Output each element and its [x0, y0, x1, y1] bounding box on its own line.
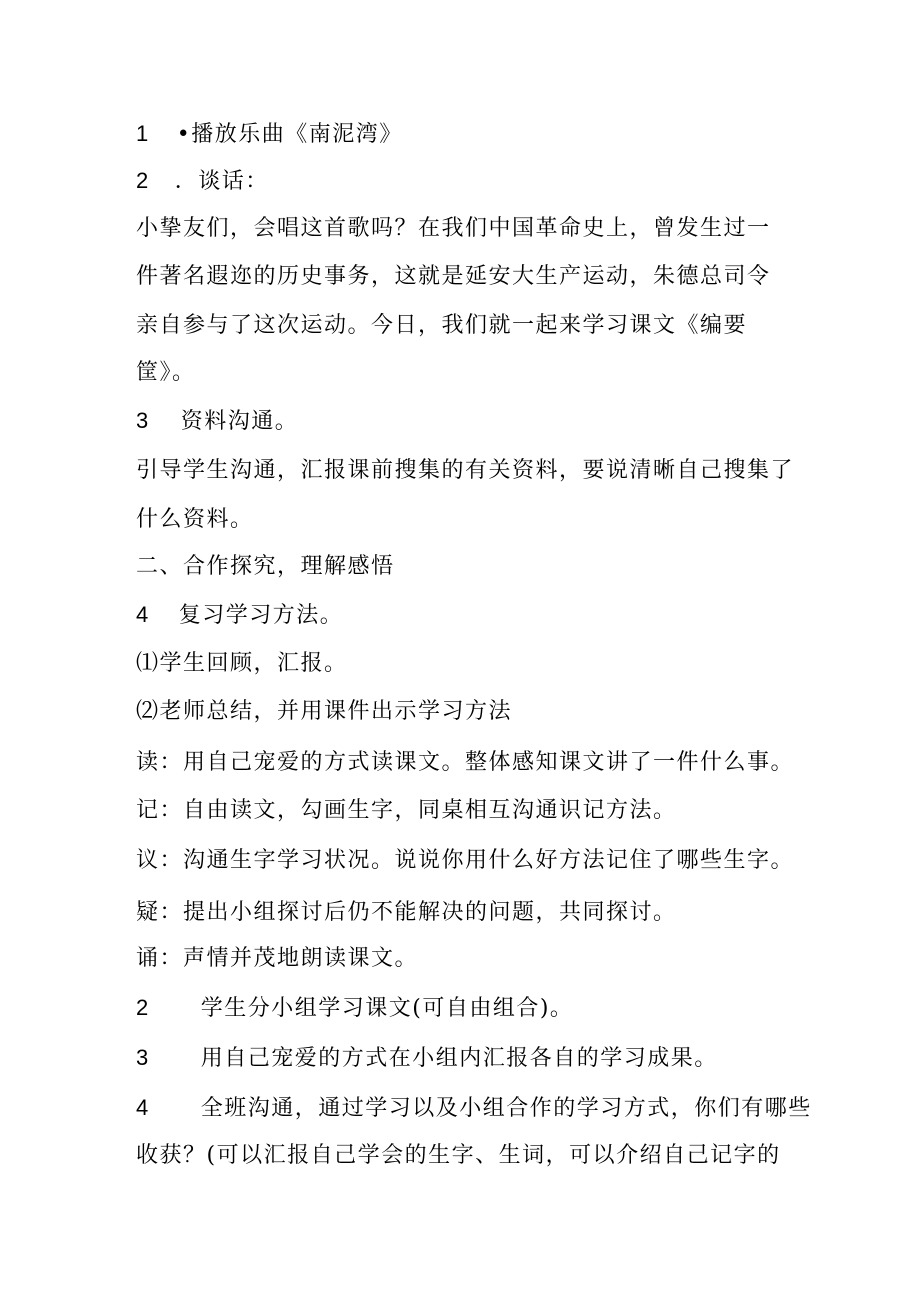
- item-number: 4: [136, 1095, 150, 1120]
- paragraph-line: 件著名遐迩的历史事务，这就是延安大生产运动，朱德总司令: [136, 264, 771, 289]
- line-item-4: [136, 600, 343, 631]
- item-number: 1: [136, 121, 150, 146]
- item-number: 3: [136, 1045, 150, 1070]
- item-number: 4: [136, 602, 150, 627]
- paragraph-line: 亲自参与了这次运动。今日，我们就一起来学习课文《编要: [136, 313, 748, 338]
- line-text: ．谈话：: [174, 169, 269, 194]
- section-heading: 二、合作探究，理解感悟: [136, 554, 395, 579]
- paragraph-line: 收获？(可以汇报自己学会的生字、生词，可以介绍自己记字的: [136, 1143, 781, 1168]
- item-number: 3: [136, 408, 150, 433]
- method-line: 疑：提出小组探讨后仍不能解决的问题，共同探讨。: [136, 900, 677, 925]
- line-item-step-3: [136, 1043, 718, 1074]
- method-line: 读：用自己宠爱的方式读课文。整体感知课文讲了一件什么事。: [136, 750, 795, 775]
- line-text: 用自己宠爱的方式在小组内汇报各自的学习成果。: [200, 1046, 718, 1071]
- line-text: 学生分小组学习课文(可自由组合)。: [200, 996, 574, 1021]
- line-text: •播放乐曲《南泥湾》: [176, 122, 403, 147]
- line-item-1: [136, 119, 403, 150]
- paragraph-line: 引导学生沟通，汇报课前搜集的有关资料，要说清晰自己搜集了: [136, 458, 795, 483]
- method-line: 议：沟通生字学习状况。说说你用什么好方法记住了哪些生字。: [136, 848, 795, 873]
- line-text: 全班沟通，通过学习以及小组合作的学习方式，你们有哪些: [200, 1096, 812, 1121]
- line-item-2: [136, 166, 269, 197]
- item-number: 2: [136, 168, 150, 193]
- paragraph-line: 小挚友们，会唱这首歌吗？在我们中国革命史上，曾发生过一: [136, 216, 771, 241]
- line-text: 复习学习方法。: [178, 603, 344, 628]
- method-line: 诵：声情并茂地朗读课文。: [136, 946, 419, 971]
- method-line: 记：自由读文，勾画生字，同桌相互沟通识记方法。: [136, 798, 677, 823]
- paragraph-line: 筐》。: [136, 360, 196, 385]
- paragraph-line: 什么资料。: [136, 507, 254, 532]
- sub-item: ⑴学生回顾，汇报。: [136, 651, 348, 676]
- line-text: 资料沟通。: [180, 409, 299, 434]
- line-item-step-4: [136, 1093, 812, 1124]
- item-number: 2: [136, 995, 150, 1020]
- line-item-3: [136, 406, 298, 437]
- sub-item: ⑵老师总结，并用课件出示学习方法: [136, 699, 513, 724]
- line-item-step-2: [136, 993, 573, 1024]
